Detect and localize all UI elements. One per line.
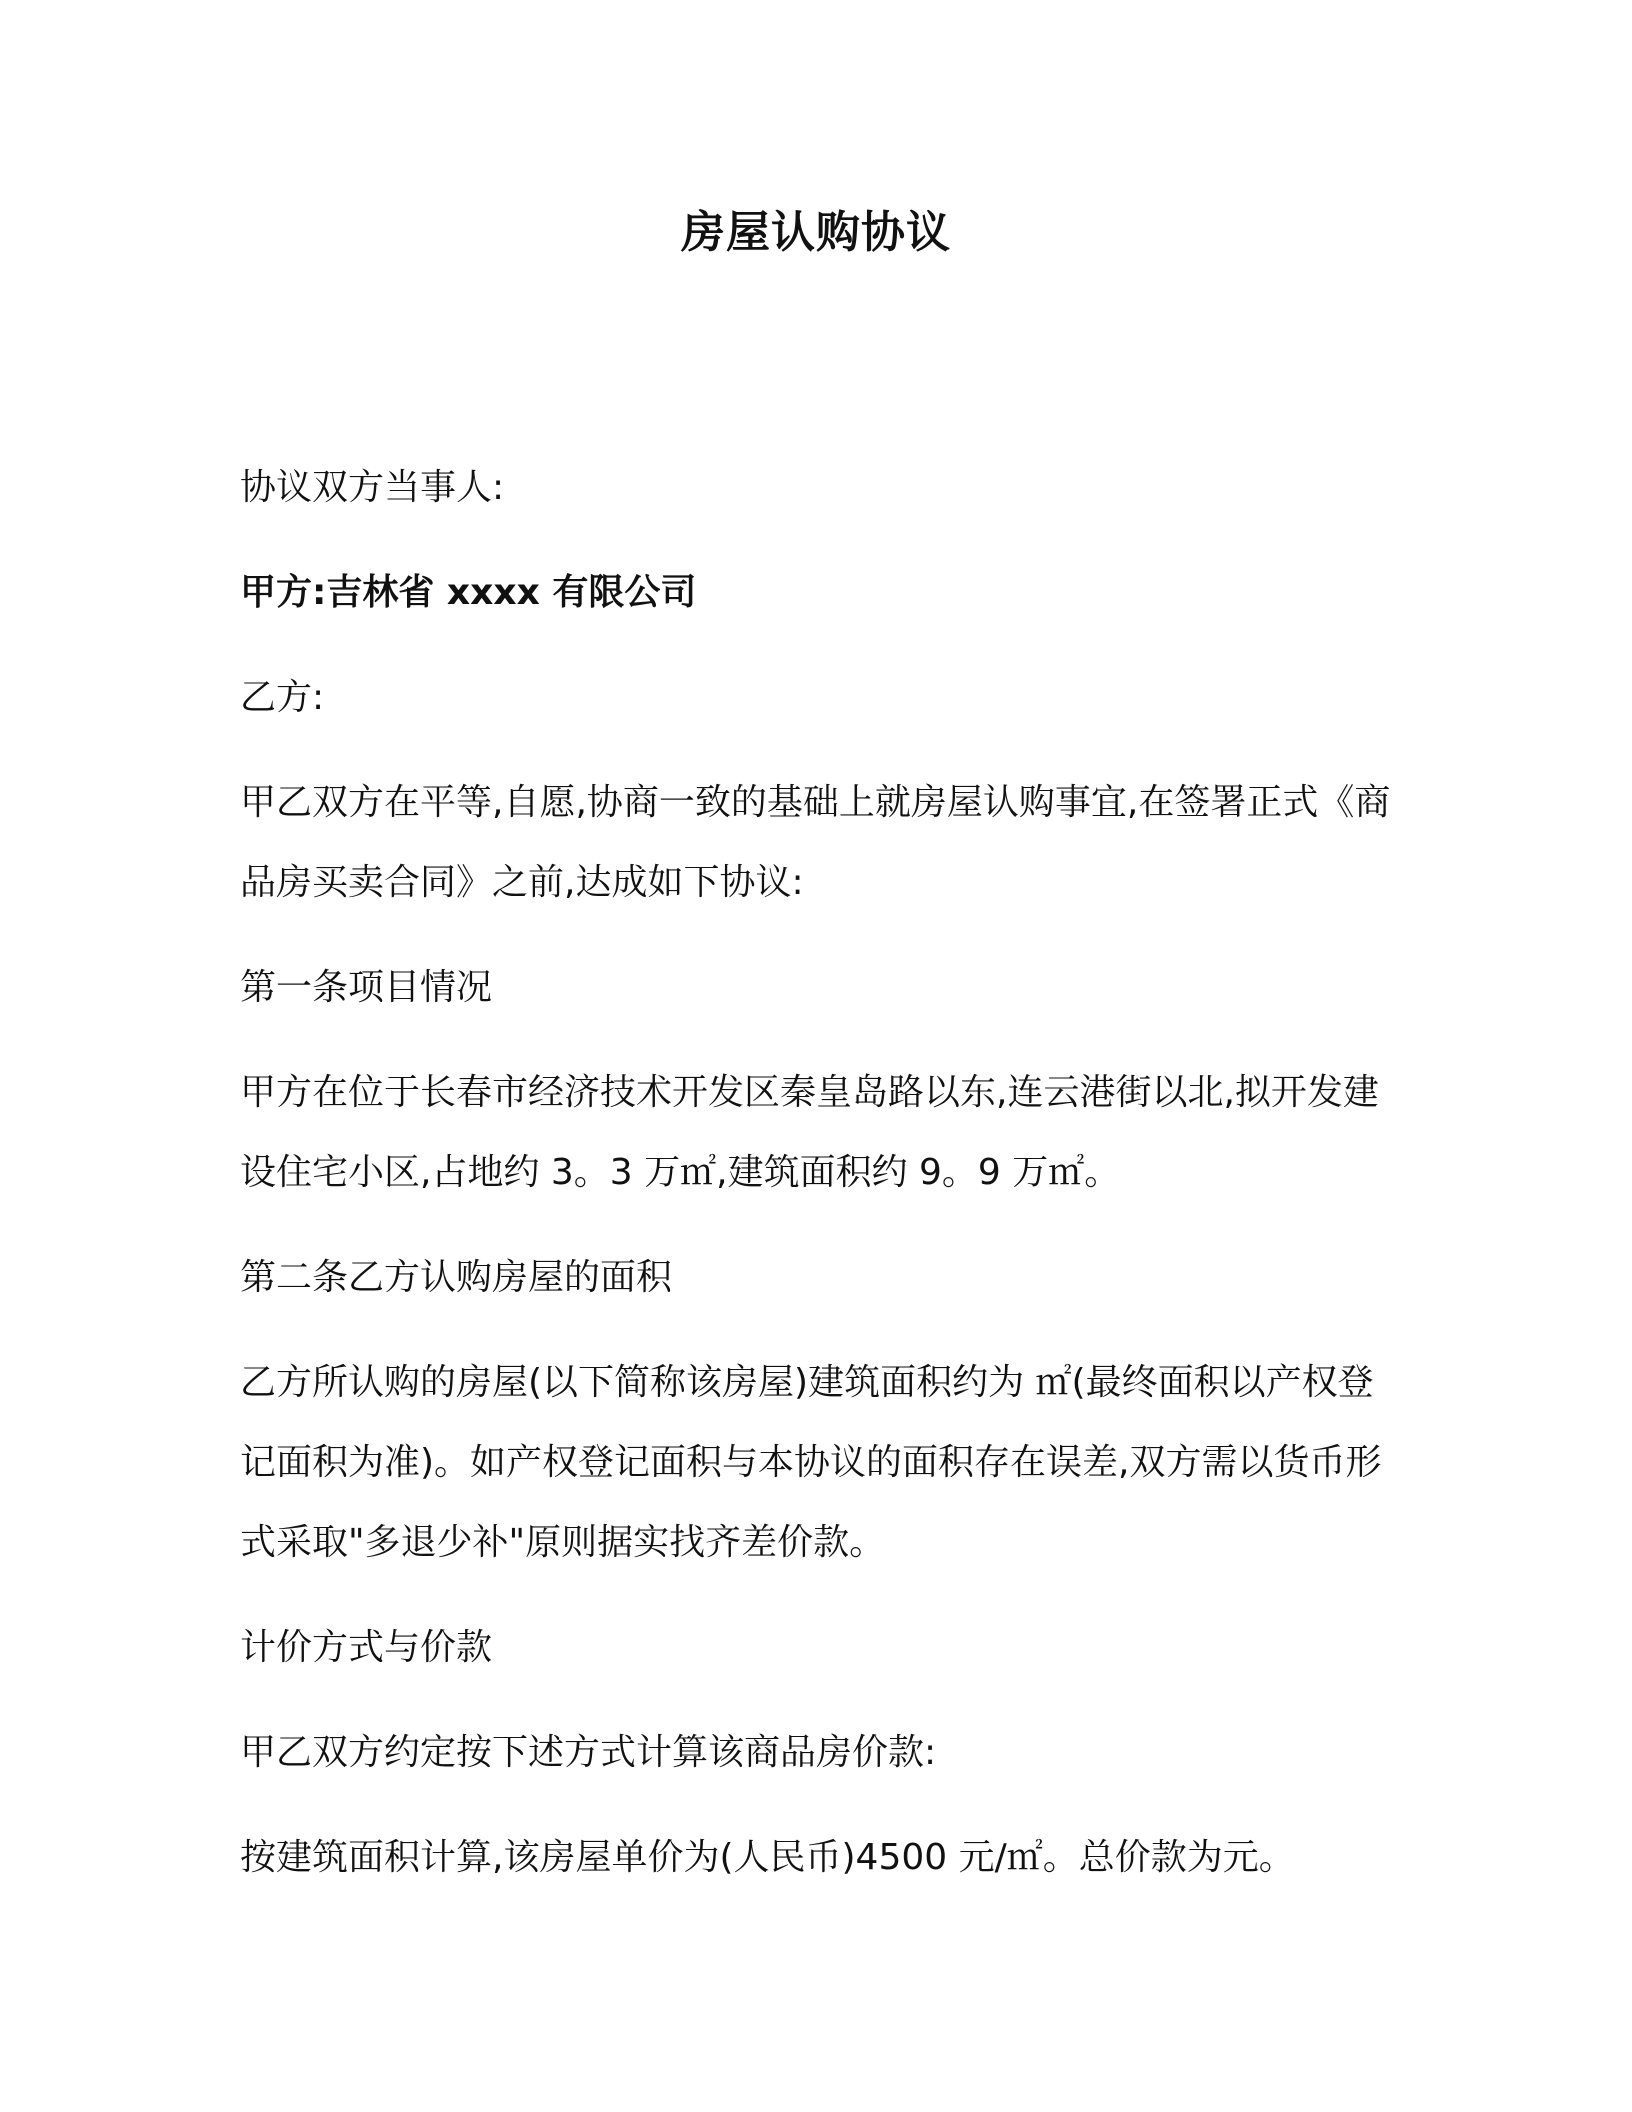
party-b: 乙方: [240,677,325,718]
document-title: 房屋认购协议 [681,207,951,258]
article-1-body: 甲方在位于长春市经济技术开发区秦皇岛路以东,连云港街以北,拟开发建设住宅小区,占地约 3。3 万㎡,建筑面积约 9。9 万㎡。 [240,1072,1379,1193]
pricing-intro: 甲乙双方约定按下述方式计算该商品房价款: [240,1732,937,1773]
parties-heading: 协议双方当事人: [240,467,505,508]
pricing-heading: 计价方式与价款 [240,1627,493,1668]
preamble-paragraph: 甲乙双方在平等,自愿,协商一致的基础上就房屋认购事宜,在签署正式《商品房买卖合同》之前,达成如下协议: [240,782,1391,903]
article-2-heading: 第二条乙方认购房屋的面积 [240,1257,673,1298]
pricing-detail: 按建筑面积计算,该房屋单价为(人民币)4500 元/㎡。总价款为元。 [240,1837,1295,1878]
article-1-heading: 第一条项目情况 [240,967,493,1008]
document-body [240,448,1400,1923]
party-a: 甲方:吉林省 xxxx 有限公司 [240,572,697,613]
article-2-body: 乙方所认购的房屋(以下简称该房屋)建筑面积约为 ㎡(最终面积以产权登记面积为准)。如产权登记面积与本协议的面积存在误差,双方需以货币形式采取"多退少补"原则据实找齐差价款。 [240,1362,1382,1563]
